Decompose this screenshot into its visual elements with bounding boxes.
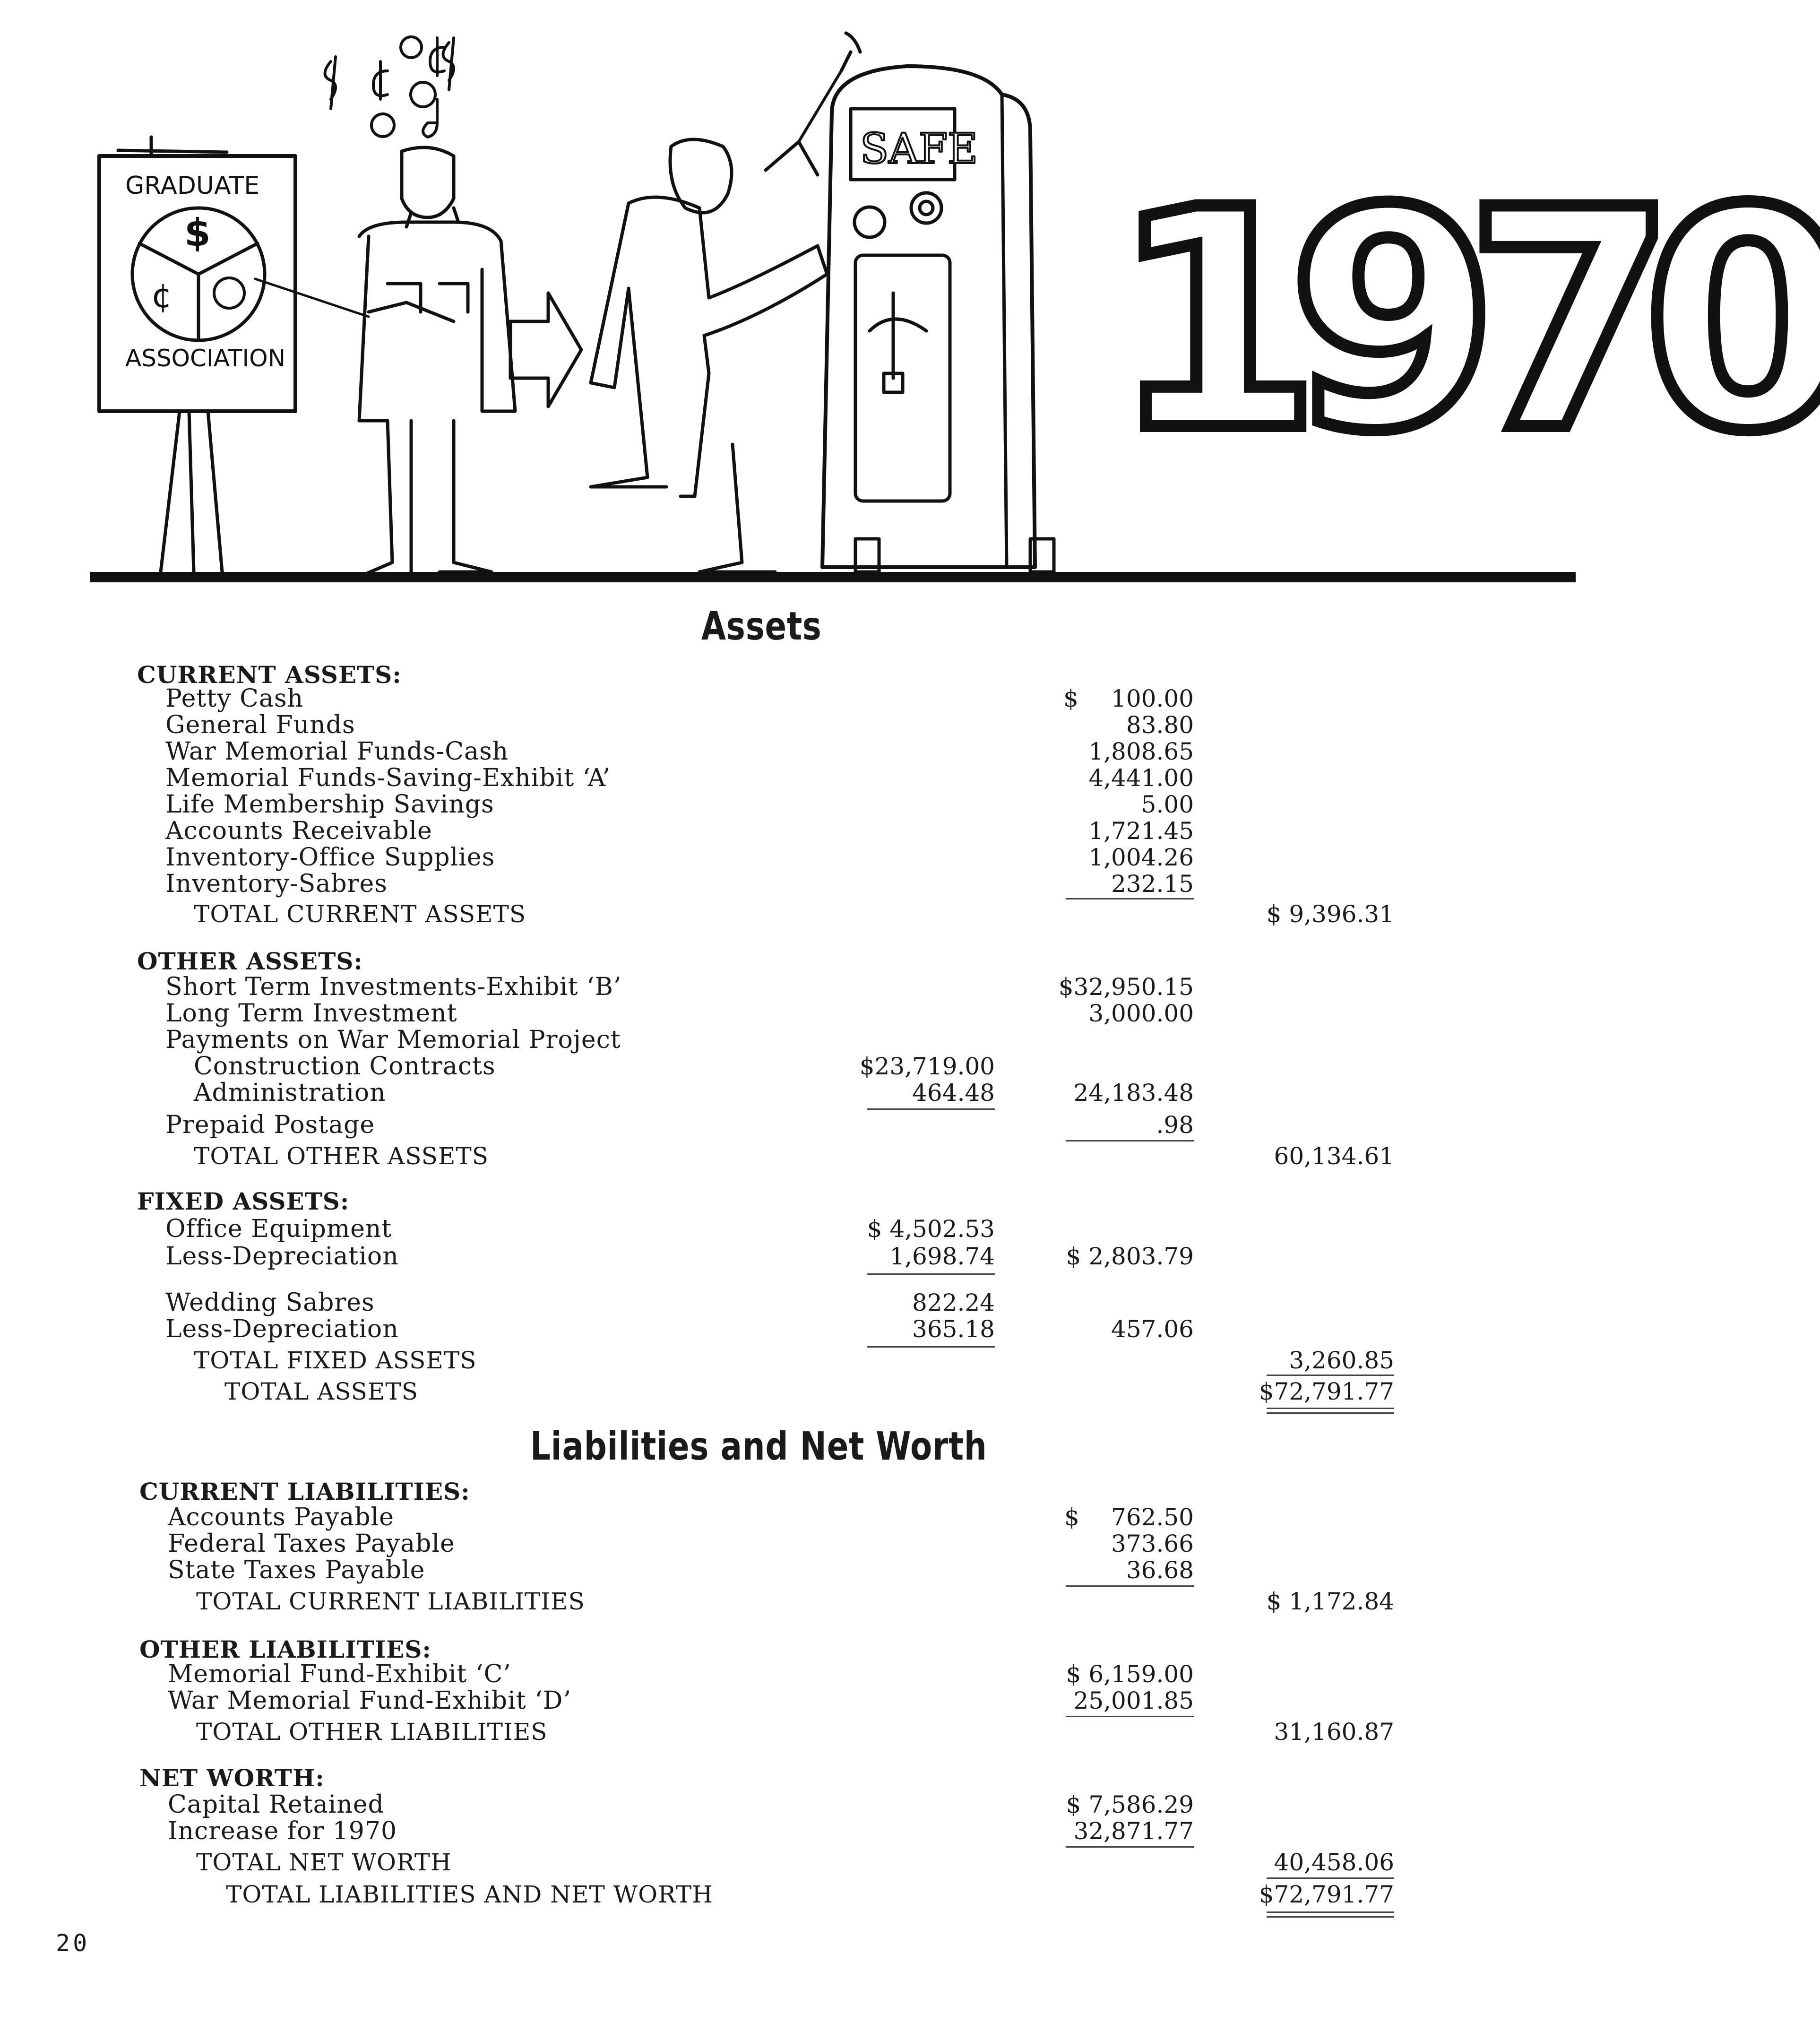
- subtotal-rule: [1066, 1716, 1194, 1717]
- grand-total-amount: $72,791.77: [1259, 1378, 1394, 1405]
- line-item-row: [0, 1215, 1576, 1243]
- fixed-assets-title: FIXED ASSETS:: [137, 1187, 350, 1215]
- line-item-label: Less-Depreciation: [165, 1242, 399, 1271]
- line-item-row: [0, 764, 1576, 792]
- section-row: [0, 947, 1576, 976]
- line-item-label: Inventory-Office Supplies: [165, 843, 495, 872]
- line-item-amount: $ 7,586.29: [1066, 1791, 1194, 1818]
- line-item-row: [0, 790, 1576, 819]
- line-item-amount: 5.00: [1141, 791, 1194, 818]
- line-item-amount: 1,721.45: [1088, 817, 1194, 845]
- line-item-row: [0, 684, 1576, 713]
- line-item-row: [0, 711, 1576, 739]
- total-label: TOTAL CURRENT ASSETS: [194, 900, 526, 928]
- total-label: TOTAL OTHER LIABILITIES: [196, 1718, 548, 1746]
- other-liabilities-title: OTHER LIABILITIES:: [139, 1635, 431, 1663]
- line-item-row: [0, 1660, 1576, 1688]
- total-amount: 40,458.06: [1274, 1849, 1394, 1876]
- total-label: TOTAL FIXED ASSETS: [194, 1347, 477, 1374]
- total-row: [0, 1718, 1576, 1746]
- line-item-amount: 3,000.00: [1088, 1000, 1194, 1027]
- line-item-amount: 232.15: [1111, 870, 1194, 898]
- line-item-label: Payments on War Memorial Project: [165, 1026, 621, 1054]
- total-row: [0, 1346, 1576, 1375]
- line-item-amount: 1,698.74: [889, 1243, 995, 1270]
- line-item-row: [0, 1556, 1576, 1584]
- grand-total-label: TOTAL ASSETS: [224, 1378, 418, 1405]
- double-rule: [1267, 1911, 1394, 1913]
- line-item-amount: $ 6,159.00: [1066, 1660, 1194, 1688]
- line-item-label: State Taxes Payable: [168, 1556, 425, 1584]
- line-item-amount: 464.48: [912, 1079, 995, 1107]
- line-item-amount: 1,808.65: [1088, 738, 1194, 765]
- subtotal-rule: [1066, 898, 1194, 899]
- dollar-sign: $: [1064, 1504, 1079, 1531]
- grand-total-row: [0, 1377, 1576, 1406]
- liabilities-heading: Liabilities and Net Worth: [530, 1424, 987, 1469]
- line-item-label: War Memorial Funds-Cash: [165, 737, 509, 766]
- total-label: TOTAL OTHER ASSETS: [194, 1142, 489, 1170]
- line-item-row: [0, 1026, 1576, 1054]
- net-worth-title: NET WORTH:: [139, 1764, 325, 1792]
- line-item-label: Life Membership Savings: [165, 790, 494, 819]
- line-item-label: General Funds: [165, 711, 355, 739]
- total-row: [0, 900, 1576, 928]
- line-item-label: Accounts Receivable: [165, 817, 432, 845]
- line-item-amount: $23,719.00: [859, 1053, 995, 1080]
- total-amount: 60,134.61: [1274, 1142, 1394, 1170]
- line-item-label: Memorial Funds-Saving-Exhibit ‘A’: [165, 764, 611, 792]
- subtotal-rule: [1066, 1846, 1194, 1848]
- total-row: [0, 1142, 1576, 1170]
- line-item-amount: 24,183.48: [1073, 1079, 1194, 1107]
- total-label: TOTAL CURRENT LIABILITIES: [196, 1588, 585, 1615]
- line-item-label: Construction Contracts: [194, 1052, 496, 1081]
- section-row: [0, 1478, 1576, 1506]
- easel-cent-symbol: ¢: [151, 277, 173, 315]
- line-item-amount: $ 4,502.53: [867, 1215, 995, 1243]
- total-amount: 3,260.85: [1289, 1347, 1394, 1374]
- section-row: [0, 1635, 1576, 1664]
- line-item-label: War Memorial Fund-Exhibit ‘D’: [168, 1686, 572, 1715]
- assets-heading: Assets: [701, 604, 822, 649]
- line-item-row: [0, 1503, 1576, 1531]
- other-assets-title: OTHER ASSETS:: [137, 947, 363, 975]
- double-rule: [1267, 1916, 1394, 1918]
- easel-apple-icon: [214, 278, 244, 308]
- total-row: [0, 1848, 1576, 1876]
- line-item-row: [0, 1790, 1576, 1819]
- line-item-row: [0, 1288, 1576, 1317]
- line-item-label: Memorial Fund-Exhibit ‘C’: [168, 1660, 511, 1688]
- total-amount: $ 9,396.31: [1266, 900, 1394, 928]
- line-item-label: Inventory-Sabres: [165, 870, 388, 898]
- arrow-drawing: [510, 293, 581, 406]
- subtotal-rule: [867, 1108, 995, 1110]
- line-item-amount: $32,950.15: [1058, 973, 1194, 1001]
- grand-total-row: [0, 1880, 1576, 1909]
- line-item-amount: 4,441.00: [1088, 764, 1194, 792]
- line-item-amount: 100.00: [1111, 685, 1194, 712]
- line-item-label: Accounts Payable: [168, 1503, 394, 1531]
- line-item-row: [0, 1686, 1576, 1715]
- line-item-row: [0, 1242, 1576, 1271]
- grand-total-label: TOTAL LIABILITIES AND NET WORTH: [226, 1881, 713, 1908]
- line-item-row: [0, 1530, 1576, 1558]
- line-item-amount: .98: [1156, 1111, 1194, 1139]
- line-item-row: [0, 1111, 1576, 1139]
- double-rule: [1267, 1408, 1394, 1409]
- easel-title-top: GRADUATE: [125, 172, 260, 200]
- safe-label: SAFE: [860, 124, 978, 173]
- line-item-label: Wedding Sabres: [165, 1288, 375, 1317]
- total-row: [0, 1587, 1576, 1616]
- total-amount: 31,160.87: [1274, 1718, 1394, 1746]
- section-row: [0, 1187, 1576, 1216]
- line-item-label: Short Term Investments-Exhibit ‘B’: [165, 973, 622, 1001]
- line-item-label: Federal Taxes Payable: [168, 1530, 455, 1558]
- line-item-row: [0, 843, 1576, 872]
- easel-dollar-symbol: $: [184, 211, 211, 255]
- grand-total-amount: $72,791.77: [1259, 1881, 1394, 1908]
- easel-title-bottom: ASSOCIATION: [125, 345, 286, 372]
- line-item-label: Administration: [194, 1079, 386, 1107]
- line-item-row: [0, 817, 1576, 845]
- line-item-row: [0, 999, 1576, 1028]
- line-item-amount: $ 2,803.79: [1066, 1243, 1194, 1270]
- line-item-row: [0, 737, 1576, 766]
- line-item-amount: 32,871.77: [1073, 1817, 1194, 1845]
- line-item-amount: 365.18: [912, 1315, 995, 1343]
- line-item-row: [0, 1817, 1576, 1845]
- line-item-amount: 1,004.26: [1088, 844, 1194, 871]
- lecturer-drawing: [359, 147, 515, 577]
- line-item-label: Capital Retained: [168, 1790, 384, 1819]
- section-row: [0, 1764, 1576, 1792]
- line-item-label: Long Term Investment: [165, 999, 457, 1028]
- subtotal-rule: [1066, 1140, 1194, 1141]
- ground-rule: [90, 572, 1576, 582]
- line-item-label: Prepaid Postage: [165, 1111, 375, 1139]
- line-item-amount: 36.68: [1126, 1556, 1194, 1584]
- line-item-row: [0, 1315, 1576, 1343]
- subtotal-rule: [1267, 1877, 1394, 1879]
- line-item-label: Office Equipment: [165, 1215, 392, 1243]
- line-item-row: [0, 870, 1576, 898]
- page-number: 20: [56, 1929, 90, 1957]
- double-rule: [1267, 1412, 1394, 1414]
- subtotal-rule: [867, 1273, 995, 1275]
- line-item-amount: 83.80: [1126, 711, 1194, 739]
- line-item-label: Increase for 1970: [168, 1817, 397, 1845]
- total-label: TOTAL NET WORTH: [196, 1849, 452, 1876]
- line-item-row: [0, 1052, 1576, 1081]
- safecracker-drawing: [591, 33, 860, 572]
- line-item-row: [0, 973, 1576, 1001]
- subtotal-rule: [1267, 1375, 1394, 1376]
- line-item-label: Less-Depreciation: [165, 1315, 399, 1343]
- dollar-sign: $: [1063, 685, 1078, 712]
- line-item-amount: 457.06: [1111, 1315, 1194, 1343]
- line-item-row: [0, 1079, 1576, 1107]
- year-logo: 1970: [1111, 145, 1820, 497]
- line-item-label: Petty Cash: [165, 684, 304, 713]
- current-liabilities-title: CURRENT LIABILITIES:: [139, 1478, 470, 1505]
- subtotal-rule: [1066, 1585, 1194, 1587]
- line-item-amount: 373.66: [1111, 1530, 1194, 1557]
- line-item-amount: 822.24: [912, 1289, 995, 1316]
- total-amount: $ 1,172.84: [1266, 1588, 1394, 1615]
- floating-symbols: [325, 37, 454, 137]
- line-item-amount: 25,001.85: [1073, 1687, 1194, 1714]
- line-item-amount: 762.50: [1111, 1504, 1194, 1531]
- current-assets-title: CURRENT ASSETS:: [137, 661, 402, 689]
- header-illustration: [0, 0, 1820, 596]
